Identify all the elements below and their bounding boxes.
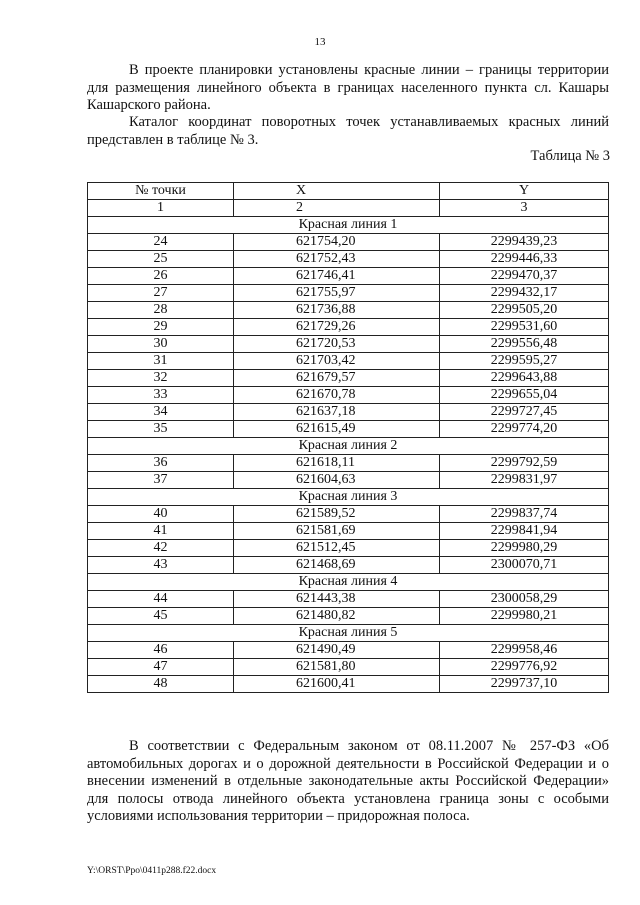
y-coordinate-cell: 2299470,37 bbox=[440, 268, 609, 285]
closing-paragraph: В соответствии с Федеральным законом от 08.11.2007 № 257-ФЗ «Об автомобильных дорогах и о дорожной деятельности в Российской Федерации и о внесении изменений в отдельные законодательные акты Российской Федерации» для полосы отвода линейного объекта установлена граница зоны с особыми условиями использования территории – придорожная полоса. bbox=[87, 738, 609, 825]
x-coordinate-cell: 621679,57 bbox=[234, 370, 440, 387]
intro-paragraph: В проекте планировки установлены красные линии – границы территории для размещения линейного объекта в границах населенного пункта сл. Кашары Кашарского района. bbox=[87, 62, 609, 114]
point-number-cell: 45 bbox=[88, 608, 234, 625]
table-row bbox=[88, 234, 609, 251]
x-coordinate-cell: 621754,20 bbox=[234, 234, 440, 251]
table-row bbox=[88, 370, 609, 387]
section-title: Красная линия 2 bbox=[88, 438, 609, 455]
y-coordinate-cell: 2299831,97 bbox=[440, 472, 609, 489]
x-coordinate-cell: 621736,88 bbox=[234, 302, 440, 319]
table-row bbox=[88, 455, 609, 472]
x-coordinate-cell: 621720,53 bbox=[234, 336, 440, 353]
y-coordinate-cell: 2299439,23 bbox=[440, 234, 609, 251]
table-row bbox=[88, 523, 609, 540]
point-number-cell: 40 bbox=[88, 506, 234, 523]
x-coordinate-cell: 621752,43 bbox=[234, 251, 440, 268]
x-coordinate-cell: 621600,41 bbox=[234, 676, 440, 693]
x-coordinate-cell: 621703,42 bbox=[234, 353, 440, 370]
column-number-3: 3 bbox=[440, 200, 609, 217]
point-number-cell: 34 bbox=[88, 404, 234, 421]
section-row bbox=[88, 574, 609, 591]
table-row bbox=[88, 387, 609, 404]
point-number-cell: 47 bbox=[88, 659, 234, 676]
x-coordinate-cell: 621746,41 bbox=[234, 268, 440, 285]
x-coordinate-cell: 621480,82 bbox=[234, 608, 440, 625]
point-number-cell: 32 bbox=[88, 370, 234, 387]
column-number-row bbox=[88, 200, 609, 217]
point-number-cell: 27 bbox=[88, 285, 234, 302]
column-number-1: 1 bbox=[88, 200, 234, 217]
page-number: 13 bbox=[314, 36, 326, 48]
point-number-cell: 44 bbox=[88, 591, 234, 608]
y-coordinate-cell: 2300058,29 bbox=[440, 591, 609, 608]
table-row bbox=[88, 472, 609, 489]
table-row bbox=[88, 353, 609, 370]
table-row bbox=[88, 591, 609, 608]
point-number-cell: 25 bbox=[88, 251, 234, 268]
point-number-cell: 41 bbox=[88, 523, 234, 540]
y-coordinate-cell: 2299980,29 bbox=[440, 540, 609, 557]
point-number-cell: 26 bbox=[88, 268, 234, 285]
point-number-cell: 36 bbox=[88, 455, 234, 472]
y-coordinate-cell: 2299432,17 bbox=[440, 285, 609, 302]
x-coordinate-cell: 621581,69 bbox=[234, 523, 440, 540]
table-row bbox=[88, 319, 609, 336]
table-row bbox=[88, 268, 609, 285]
table-row bbox=[88, 557, 609, 574]
x-coordinate-cell: 621637,18 bbox=[234, 404, 440, 421]
point-number-cell: 31 bbox=[88, 353, 234, 370]
y-coordinate-cell: 2299958,46 bbox=[440, 642, 609, 659]
y-coordinate-cell: 2299727,45 bbox=[440, 404, 609, 421]
table-header-row bbox=[88, 183, 609, 200]
point-number-cell: 46 bbox=[88, 642, 234, 659]
y-coordinate-cell: 2300070,71 bbox=[440, 557, 609, 574]
table-row bbox=[88, 285, 609, 302]
section-row bbox=[88, 625, 609, 642]
point-number-cell: 33 bbox=[88, 387, 234, 404]
x-coordinate-cell: 621468,69 bbox=[234, 557, 440, 574]
x-coordinate-cell: 621581,80 bbox=[234, 659, 440, 676]
catalog-paragraph: Каталог координат поворотных точек устанавливаемых красных линий представлен в таблице № 3. bbox=[87, 114, 609, 148]
header-point-number: № точки bbox=[88, 183, 234, 200]
point-number-cell: 24 bbox=[88, 234, 234, 251]
section-row bbox=[88, 489, 609, 506]
y-coordinate-cell: 2299595,27 bbox=[440, 353, 609, 370]
table-row bbox=[88, 251, 609, 268]
table-row bbox=[88, 608, 609, 625]
table-row bbox=[88, 404, 609, 421]
x-coordinate-cell: 621443,38 bbox=[234, 591, 440, 608]
point-number-cell: 37 bbox=[88, 472, 234, 489]
x-coordinate-cell: 621490,49 bbox=[234, 642, 440, 659]
x-coordinate-cell: 621729,26 bbox=[234, 319, 440, 336]
y-coordinate-cell: 2299837,74 bbox=[440, 506, 609, 523]
table-row bbox=[88, 302, 609, 319]
table-row bbox=[88, 421, 609, 438]
table-row bbox=[88, 336, 609, 353]
section-row bbox=[88, 438, 609, 455]
y-coordinate-cell: 2299792,59 bbox=[440, 455, 609, 472]
table-row bbox=[88, 676, 609, 693]
column-number-2: 2 bbox=[234, 200, 440, 217]
footer-file-path: Y:\ORST\Ppo\0411p288.f22.docx bbox=[87, 866, 217, 876]
section-title: Красная линия 5 bbox=[88, 625, 609, 642]
y-coordinate-cell: 2299556,48 bbox=[440, 336, 609, 353]
table-row bbox=[88, 506, 609, 523]
y-coordinate-cell: 2299531,60 bbox=[440, 319, 609, 336]
x-coordinate-cell: 621615,49 bbox=[234, 421, 440, 438]
y-coordinate-cell: 2299655,04 bbox=[440, 387, 609, 404]
point-number-cell: 30 bbox=[88, 336, 234, 353]
header-x: X bbox=[234, 183, 440, 200]
point-number-cell: 35 bbox=[88, 421, 234, 438]
point-number-cell: 43 bbox=[88, 557, 234, 574]
header-y: Y bbox=[440, 183, 609, 200]
point-number-cell: 28 bbox=[88, 302, 234, 319]
x-coordinate-cell: 621670,78 bbox=[234, 387, 440, 404]
y-coordinate-cell: 2299980,21 bbox=[440, 608, 609, 625]
table-row bbox=[88, 642, 609, 659]
x-coordinate-cell: 621755,97 bbox=[234, 285, 440, 302]
table-row bbox=[88, 540, 609, 557]
y-coordinate-cell: 2299446,33 bbox=[440, 251, 609, 268]
section-title: Красная линия 1 bbox=[88, 217, 609, 234]
y-coordinate-cell: 2299643,88 bbox=[440, 370, 609, 387]
y-coordinate-cell: 2299841,94 bbox=[440, 523, 609, 540]
table-row bbox=[88, 659, 609, 676]
y-coordinate-cell: 2299774,20 bbox=[440, 421, 609, 438]
y-coordinate-cell: 2299505,20 bbox=[440, 302, 609, 319]
x-coordinate-cell: 621589,52 bbox=[234, 506, 440, 523]
section-title: Красная линия 3 bbox=[88, 489, 609, 506]
point-number-cell: 42 bbox=[88, 540, 234, 557]
section-row bbox=[88, 217, 609, 234]
section-title: Красная линия 4 bbox=[88, 574, 609, 591]
x-coordinate-cell: 621604,63 bbox=[234, 472, 440, 489]
y-coordinate-cell: 2299737,10 bbox=[440, 676, 609, 693]
x-coordinate-cell: 621618,11 bbox=[234, 455, 440, 472]
x-coordinate-cell: 621512,45 bbox=[234, 540, 440, 557]
coordinates-table bbox=[87, 182, 609, 693]
y-coordinate-cell: 2299776,92 bbox=[440, 659, 609, 676]
table-body bbox=[88, 217, 609, 693]
table-caption: Таблица № 3 bbox=[530, 148, 610, 164]
point-number-cell: 29 bbox=[88, 319, 234, 336]
point-number-cell: 48 bbox=[88, 676, 234, 693]
